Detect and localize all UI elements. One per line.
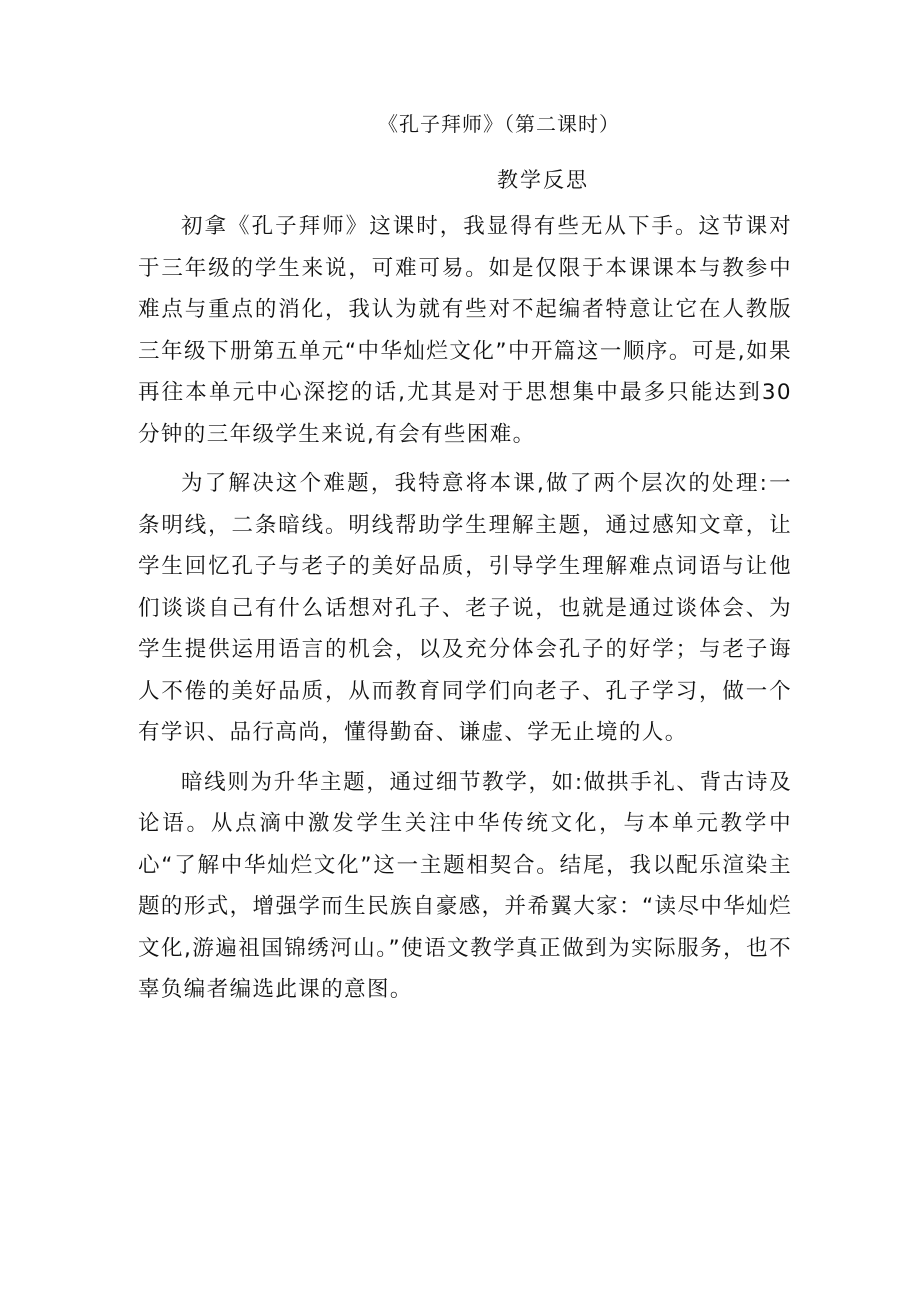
- paragraph-2: 为了解决这个难题，我特意将本课,做了两个层次的处理:一条明线，二条暗线。明线帮助学生理解主题，通过感知文章，让学生回忆孔子与老子的美好品质，引导学生理解难点词语与让他们谈谈自己有什么话想对孔子、老子说，也就是通过谈体会、为学生提供运用语言的机会，以及充分体会孔子的好学；与老子诲人不倦的美好品质，从而教育同学们向老子、孔子学习，做一个有学识、品行高尚，懂得勤奋、谦虚、学无止境的人。: [138, 471, 792, 745]
- document-title: 《孔子拜师》（第二课时）: [378, 112, 620, 136]
- paragraph-3: 暗线则为升华主题，通过细节教学，如:做拱手礼、背古诗及论语。从点滴中激发学生关注中华传统文化，与本单元教学中心“了解中华灿烂文化”这一主题相契合。结尾，我以配乐渲染主题的形式，增强学而生民族自豪感，并希翼大家：“读尽中华灿烂文化,游遍祖国锦绣河山。”使语文教学真正做到为实际服务，也不辜负编者编选此课的意图。: [138, 769, 792, 1002]
- document-subtitle: 教学反思: [497, 168, 589, 192]
- document-body: [138, 206, 792, 1011]
- paragraph-1: 初拿《孔子拜师》这课时，我显得有些无从下手。这节课对于三年级的学生来说，可难可易。如是仅限于本课课本与教参中难点与重点的消化，我认为就有些对不起编者特意让它在人教版三年级下册第五单元“中华灿烂文化”中开篇这一顺序。可是,如果再往本单元中心深挖的话,尤其是对于思想集中最多只能达到30分钟的三年级学生来说,有会有些困难。: [138, 214, 792, 447]
